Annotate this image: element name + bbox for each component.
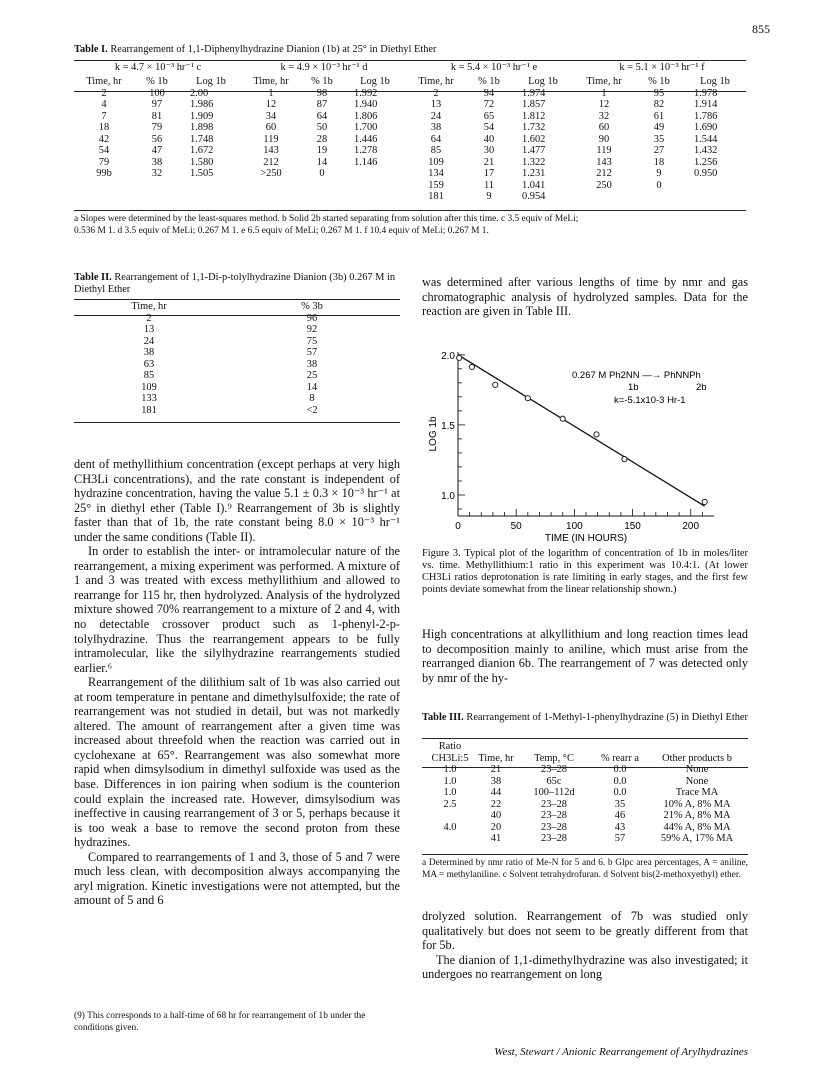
table-cell — [574, 191, 634, 203]
y-tick-label: 2.0 — [441, 350, 455, 362]
table-cell: 75 — [306, 335, 318, 347]
table1-footnote-line2: 0.536 M 1. d 3.5 equiv of MeLi; 0.267 M 1. e 6.5 equiv of MeLi; 0.267 M 1. f 10.4 equiv of MeLi; 0.267 M 1. — [74, 225, 489, 236]
table-cell: 13 — [143, 324, 155, 335]
table-cell: 1.432 — [694, 145, 718, 156]
table2-row — [74, 370, 400, 382]
table-cell — [684, 180, 746, 192]
table-cell: 1.0 — [443, 787, 457, 798]
table-cell: 1.278 — [354, 145, 378, 156]
table2-col-pct: % 3b — [301, 301, 323, 312]
table-cell: 2.5 — [443, 798, 457, 810]
table1-group-2: k = 4.9 × 10⁻³ hr⁻¹ d — [280, 62, 368, 73]
table2-row — [74, 382, 400, 394]
table-cell: 8 — [309, 393, 315, 404]
table2-bottom-rule — [74, 422, 400, 423]
y-tick-label: 1.5 — [441, 420, 455, 432]
table3-header-row — [422, 741, 748, 764]
table3-col-rearr: % rearr a — [600, 752, 640, 764]
table-cell: 1.812 — [522, 110, 546, 122]
table-cell: 38 — [490, 775, 502, 787]
table2-row — [74, 324, 400, 336]
table2-label: Table II. — [74, 272, 112, 283]
table-cell — [300, 180, 344, 192]
table-cell: 1.986 — [190, 99, 214, 110]
table2-row — [74, 359, 400, 371]
left-paragraph-1: dent of methyllithium concentration (except perhaps at very high CH3Li concentrations), and the rate constant is independent of hydrazine concentration, having the value 5.1 ± 0.3 × 10⁻³ hr⁻¹ at 25° in diethyl ether (Table I).⁹ Rearrangement of 3b is slightly faster than that of 1b, the rate constant being 8.0 × 10⁻³ hr⁻¹ under the same conditions (Table II). — [74, 457, 400, 544]
table-cell: 1.322 — [522, 156, 546, 168]
table1-header-row — [74, 76, 746, 88]
table-cell: 18 — [98, 122, 110, 133]
table-cell — [422, 810, 478, 822]
table-cell: 212 — [263, 156, 279, 168]
table-cell — [242, 191, 300, 203]
table-cell: 20 — [490, 821, 502, 833]
table-cell: 60 — [265, 122, 277, 133]
running-footer: West, Stewart / Anionic Rearrangement of Arylhydrazines — [494, 1046, 748, 1058]
table-cell: 181 — [428, 191, 444, 202]
table-cell: 57 — [306, 347, 318, 358]
table-cell: 72 — [483, 99, 495, 110]
right-paragraph-2: High concentrations at alkyllithium and long reaction times lead to decomposition mainly to aniline, which must arise from the rearranged dianion 6b. The rearrangement of 7 was detected only by nmr of the hy- — [422, 627, 748, 685]
table-cell: 1.700 — [354, 122, 378, 133]
table-cell: 30 — [483, 145, 495, 156]
table-cell: 35 — [614, 798, 626, 810]
table-cell — [684, 191, 746, 203]
table-cell: 22 — [490, 798, 502, 810]
table1-col-pct: % 1b — [648, 76, 670, 87]
table-cell — [344, 168, 406, 180]
table1-group-1: k = 4.7 × 10⁻³ hr⁻¹ c — [114, 62, 202, 73]
table2-caption — [74, 272, 400, 296]
table-cell — [74, 191, 134, 203]
table-cell: 99b — [96, 168, 112, 179]
table-cell: 0 — [656, 179, 662, 191]
table-cell — [74, 180, 134, 192]
left-paragraph-2: In order to establish the inter- or intramolecular nature of the rearrangement, a mixing experiment was performed. A mixture of 1 and 3 was treated with excess methyllithium and allowed to rearrange for 115 hr, then hydrolyzed. Analysis of the hydrolyzed mixture showed 70% rearrangement to a mixture of 2 and 4, with no detectable crossover product such as 1-phenyl-2-p-tolylhydrazine. Thus the rearrangement appears to be fully intramolecular, like the silylhydrazine rearrangements studied earlier.⁶ — [74, 544, 400, 675]
data-point — [469, 364, 474, 369]
table-cell: 82 — [653, 99, 665, 110]
table1-row — [74, 191, 746, 203]
table-cell: 9 — [656, 168, 662, 179]
table3-row — [422, 799, 748, 811]
table1-col-pct: % 1b — [311, 76, 333, 87]
table-cell: 92 — [306, 324, 318, 335]
table3-col-ratio: Ratio CH3Li:5 — [431, 741, 469, 764]
table-cell: 1.505 — [190, 168, 214, 179]
table-cell: 44 — [490, 787, 502, 798]
table-cell: 38 — [430, 122, 442, 133]
table2-top-rule — [74, 299, 400, 300]
right-paragraph-1: was determined after various lengths of time by nmr and gas chromatographic analysis of hydrolyzed samples. Data for the reaction are given in Table III. — [422, 275, 748, 319]
figure3-caption: Figure 3. Typical plot of the logarithm of concentration of 1b in moles/liter vs. time. Methyllithium:1 ratio in this experiment was 10.4:1. (At lower CH3Li ratios deprotonation is rate limiting in early stages, and the first few points deviate somewhat from the linear relationship shown.) — [422, 548, 748, 595]
table-cell: None — [685, 775, 709, 787]
table-cell: 81 — [151, 110, 163, 122]
table-cell: 40 — [490, 810, 502, 821]
table-cell: 11 — [483, 179, 494, 191]
table1-col-time: Time, hr — [418, 76, 454, 87]
table1-row — [74, 168, 746, 180]
table-cell: 1.256 — [694, 156, 718, 168]
table-cell: 21% A, 8% MA — [663, 810, 731, 821]
table-cell: 24 — [430, 110, 442, 122]
figure3-annotation-line1: 0.267 M Ph2NN —→ PhNNPh — [572, 370, 701, 381]
table-cell: 1.748 — [190, 133, 214, 145]
table-cell: 1.0 — [443, 775, 457, 787]
table-cell: 134 — [428, 168, 444, 179]
table-cell: 23–28 — [541, 833, 567, 844]
table-cell: 12 — [598, 99, 610, 110]
table-cell: 98 — [316, 87, 328, 99]
table2-row — [74, 347, 400, 359]
data-point — [594, 432, 599, 437]
table-cell — [134, 180, 180, 192]
table-cell — [242, 180, 300, 192]
data-point — [622, 456, 627, 461]
table-cell: 100 — [149, 87, 165, 99]
table-cell: 1.0 — [443, 764, 457, 775]
table1-col-log: Log 1b — [196, 76, 226, 87]
table1-col-log: Log 1b — [700, 76, 730, 87]
table-cell: 95 — [653, 87, 665, 99]
table-cell: 2.00 — [190, 87, 209, 99]
table-cell — [134, 191, 180, 203]
table-cell: 119 — [596, 145, 612, 156]
table1-col-time: Time, hr — [253, 76, 289, 87]
table-cell: 2 — [433, 87, 439, 99]
table-cell: 85 — [143, 370, 155, 381]
right-text-bottom — [422, 909, 748, 982]
table1-row — [74, 111, 746, 123]
table1-col-time: Time, hr — [586, 76, 622, 87]
table1-col-pct: % 1b — [146, 76, 168, 87]
table-cell: 1.978 — [694, 87, 718, 99]
left-paragraph-4: Compared to rearrangements of 1 and 3, those of 5 and 7 were much less clean, with decomposition always accompanying the aryl migration. Kinetic investigations were not attempted, but the amount of 5 and 6 — [74, 849, 400, 908]
table-cell: 38 — [151, 156, 163, 168]
table-cell: 87 — [316, 99, 328, 110]
table-cell: Trace MA — [675, 787, 719, 798]
table-cell: 143 — [263, 145, 279, 156]
table-cell: 1.940 — [354, 99, 378, 110]
table3 — [422, 741, 748, 845]
table-cell: 2 — [146, 312, 152, 324]
table-cell: 1.909 — [190, 110, 214, 122]
page-number: 855 — [752, 22, 770, 36]
table3-caption — [422, 712, 748, 724]
table1-col-log: Log 1b — [360, 76, 390, 87]
table-cell: 40 — [483, 133, 495, 145]
table-cell: 18 — [653, 156, 665, 168]
table-cell: 28 — [316, 133, 328, 145]
table-cell: 32 — [151, 168, 163, 179]
table-cell: 19 — [316, 145, 328, 156]
table-cell: 35 — [653, 133, 665, 145]
table1-header-rule — [74, 91, 746, 92]
table-cell: 41 — [490, 833, 502, 844]
table1-group-4: k = 5.1 × 10⁻³ hr⁻¹ f — [619, 62, 705, 73]
table3-row — [422, 822, 748, 834]
table-cell: 14 — [306, 381, 318, 393]
right-paragraph-3: drolyzed solution. Rearrangement of 7b was studied only qualitatively but does not seem to be greatly different from that for 5b. — [422, 909, 748, 953]
table-cell: 9 — [486, 191, 492, 202]
table-cell: 133 — [141, 393, 157, 404]
table-cell: 1.914 — [694, 99, 718, 110]
table-cell: 44% A, 8% MA — [663, 821, 731, 833]
table-cell: 250 — [596, 179, 612, 191]
table-cell: 57 — [614, 833, 626, 844]
table1-top-rule — [74, 60, 746, 61]
x-axis-label: TIME (IN HOURS) — [544, 533, 628, 544]
table-cell: 24 — [143, 335, 155, 347]
table-cell: 54 — [483, 122, 495, 133]
table1-footnote-line1: a Slopes were determined by the least-squares method. b Solid 2b started separating from solution after this time. c 3.5 equiv of MeLi; — [74, 214, 579, 224]
table-cell: 90 — [598, 133, 610, 145]
table3-col-products: Other products b — [662, 752, 732, 764]
table1-row — [74, 157, 746, 169]
table-cell: 61 — [653, 110, 665, 122]
table-cell: 38 — [143, 347, 155, 358]
table3-row — [422, 776, 748, 788]
table-cell: 23–28 — [541, 798, 567, 810]
table-cell: 21 — [483, 156, 495, 168]
table1-bottom-rule — [74, 210, 746, 211]
figure3-annotation-1b: 1b — [628, 382, 639, 393]
table3-row — [422, 787, 748, 799]
table1-col-log: Log 1b — [528, 76, 558, 87]
table-cell: 12 — [265, 99, 277, 110]
table3-col-time: Time, hr — [478, 752, 514, 764]
table-cell: 79 — [98, 156, 110, 168]
table-cell: 1.857 — [522, 99, 546, 110]
table-cell: 0.0 — [613, 764, 627, 775]
table1-group-3: k = 5.4 × 10⁻³ hr⁻¹ e — [450, 62, 538, 73]
table3-footnote: a Determined by nmr ratio of Me-N for 5 and 6. b Glpc area percentages, A = aniline, MA = methylaniline. c Solvent tetrahydrofuran. d Solvent bis(2-methoxyethyl) ether. — [422, 858, 748, 880]
data-point — [560, 416, 565, 421]
table-cell: 1.477 — [522, 145, 546, 156]
table-cell: 100–112d — [533, 787, 575, 798]
table-cell: 4.0 — [443, 821, 457, 833]
table-cell: 2 — [101, 87, 107, 99]
table-cell: 38 — [306, 358, 318, 370]
table1-row — [74, 145, 746, 157]
table-cell: 46 — [614, 810, 626, 821]
table1 — [74, 76, 746, 203]
figure3-annotation-2b: 2b — [696, 382, 707, 393]
left-paragraph-3: Rearrangement of the dilithium salt of 1b was also carried out at room temperature in pentane and dimethylsulfoxide; the rate of rearrangement was not studied in detail, but was not markedly altered. The amount of rearrangement after a given time was increased about threefold when the reaction was carried out in cyclohexane at 65°. Rearrangement was also somewhat more rapid when dimsylsodium in dimethyl sulfoxide was used as the base. Differences in ion pairing when sodium is the counterion could explain the increased rate. However, dimsylsodium was ineffective in causing rearrangement of 3 or 5, perhaps because it is too weak a base to remove the second proton from these hydrazines. — [74, 675, 400, 850]
table-cell: 32 — [598, 110, 610, 122]
table-cell: 25 — [306, 370, 318, 381]
table2-col-time: Time, hr — [131, 301, 167, 312]
table1-row — [74, 180, 746, 192]
table-cell: 1.898 — [190, 122, 214, 133]
table-cell: 23–28 — [541, 821, 567, 833]
table-cell: 10% A, 8% MA — [663, 798, 731, 810]
table2-row — [74, 336, 400, 348]
table-cell: 1.690 — [694, 122, 718, 133]
table-cell: 23–28 — [541, 810, 567, 821]
table3-row — [422, 810, 748, 822]
table2-header-row — [74, 301, 400, 313]
table-cell: 0.954 — [522, 191, 546, 202]
table-cell — [180, 191, 242, 203]
table2-row — [74, 405, 400, 417]
table-cell: 1 — [601, 87, 607, 99]
table-cell: 79 — [151, 122, 163, 133]
table-cell: 21 — [490, 764, 502, 775]
table3-top-rule — [422, 738, 748, 739]
table3-title: Rearrangement of 1-Methyl-1-phenylhydrazine (5) in Diethyl Ether — [466, 712, 748, 723]
table-cell: 94 — [483, 87, 495, 99]
table-cell: 119 — [263, 133, 279, 145]
table-cell: 50 — [316, 122, 328, 133]
table-cell — [344, 191, 406, 203]
table-cell: 1.146 — [354, 156, 378, 168]
table-cell: 212 — [596, 168, 612, 179]
table-cell: 64 — [316, 110, 328, 122]
table1-title: Rearrangement of 1,1-Diphenylhydrazine Dianion (1b) at 25° in Diethyl Ether — [110, 44, 437, 55]
table-cell: 7 — [101, 110, 107, 122]
x-tick-label: 200 — [682, 521, 700, 532]
table-cell: 85 — [430, 145, 442, 156]
table-cell: 1.041 — [522, 179, 546, 191]
table-cell: 1.544 — [694, 133, 718, 145]
table-cell: 64 — [430, 133, 442, 145]
table-cell: 17 — [483, 168, 495, 179]
table-cell: 181 — [141, 404, 157, 416]
table3-bottom-rule — [422, 854, 748, 855]
table-cell — [422, 833, 478, 845]
table-cell: 0.0 — [613, 787, 627, 798]
table-cell: 1.806 — [354, 110, 378, 122]
left-footnote: (9) This corresponds to a half-time of 68 hr for rearrangement of 1b under the conditions given. — [74, 1011, 366, 1033]
table-cell: 1.732 — [522, 122, 546, 133]
table2-row — [74, 393, 400, 405]
table1-footnotes — [74, 214, 754, 237]
table-cell: 47 — [151, 145, 163, 156]
data-point — [525, 396, 530, 401]
x-tick-label: 50 — [510, 521, 522, 532]
table-cell: >250 — [260, 168, 282, 179]
table-cell — [300, 191, 344, 203]
table1-row — [74, 134, 746, 146]
x-tick-label: 150 — [624, 521, 641, 532]
figure3-plot — [422, 334, 752, 544]
table-cell: 1.672 — [190, 145, 214, 156]
table3-col-temp: Temp, °C — [534, 752, 574, 764]
left-column-text — [74, 457, 400, 908]
table1-row — [74, 88, 746, 100]
x-tick-label: 100 — [566, 521, 583, 532]
table-cell: 56 — [151, 133, 163, 145]
table-cell: 1.602 — [522, 133, 546, 145]
table-cell: 1.992 — [354, 87, 378, 99]
table-cell: 109 — [428, 156, 444, 168]
data-point — [493, 382, 498, 387]
table3-row — [422, 764, 748, 776]
table-cell: 27 — [653, 145, 665, 156]
table-cell: 65c — [546, 775, 562, 787]
table-cell: 1.974 — [522, 87, 546, 99]
table-cell: 54 — [98, 145, 110, 156]
table-cell: 14 — [316, 156, 328, 168]
table-cell: 1.446 — [354, 133, 378, 145]
table-cell: 109 — [141, 381, 157, 393]
table-cell — [634, 191, 684, 203]
table-cell: 65 — [483, 110, 495, 122]
table-cell: None — [685, 764, 709, 775]
table-cell — [180, 180, 242, 192]
table-cell: 60 — [598, 122, 610, 133]
table-cell: 1.786 — [694, 110, 718, 122]
y-axis-label: LOG 1b — [428, 416, 439, 452]
table1-label: Table I. — [74, 44, 108, 55]
table-cell: 97 — [151, 99, 163, 110]
table-cell: 96 — [306, 312, 318, 324]
table-cell: 59% A, 17% MA — [660, 833, 734, 844]
table2-header-rule — [74, 315, 400, 316]
table1-row — [74, 99, 746, 111]
table-cell: 34 — [265, 110, 277, 122]
table3-label: Table III. — [422, 712, 464, 723]
x-tick-label: 0 — [455, 521, 461, 532]
table-cell: 1.231 — [522, 168, 546, 179]
table-cell: <2 — [306, 404, 318, 416]
table-cell: 0.950 — [694, 168, 718, 179]
table-cell: 4 — [101, 99, 107, 110]
table3-header-rule — [422, 767, 748, 768]
table2-title: Rearrangement of 1,1-Di-p-tolylhydrazine Dianion (3b) 0.267 M in Diethyl Ether — [74, 272, 396, 295]
table-cell: 42 — [98, 133, 110, 145]
table2 — [74, 301, 400, 416]
table-cell: 1 — [268, 87, 274, 99]
data-point — [457, 355, 462, 360]
table-cell: 63 — [143, 358, 155, 370]
table-cell: 159 — [428, 179, 444, 191]
table1-col-time: Time, hr — [86, 76, 122, 87]
table1-row — [74, 122, 746, 134]
table-cell: 0 — [319, 168, 325, 179]
table-cell — [344, 180, 406, 192]
table-cell: 1.580 — [190, 156, 214, 168]
figure3-annotation-rate: k=-5.1x10-3 Hr-1 — [614, 395, 686, 406]
table-cell: 43 — [614, 821, 626, 833]
table-cell: 13 — [430, 99, 442, 110]
table3-row — [422, 833, 748, 845]
table-cell: 23–28 — [541, 764, 567, 775]
table-cell: 143 — [596, 156, 612, 168]
y-tick-label: 1.0 — [441, 490, 455, 502]
data-point — [702, 499, 707, 504]
table-cell: 0.0 — [613, 775, 627, 787]
table1-col-pct: % 1b — [478, 76, 500, 87]
table1-caption — [74, 44, 436, 56]
right-paragraph-4: The dianion of 1,1-dimethylhydrazine was also investigated; it undergoes no rearrangement on long — [422, 952, 748, 982]
table-cell: 49 — [653, 122, 665, 133]
